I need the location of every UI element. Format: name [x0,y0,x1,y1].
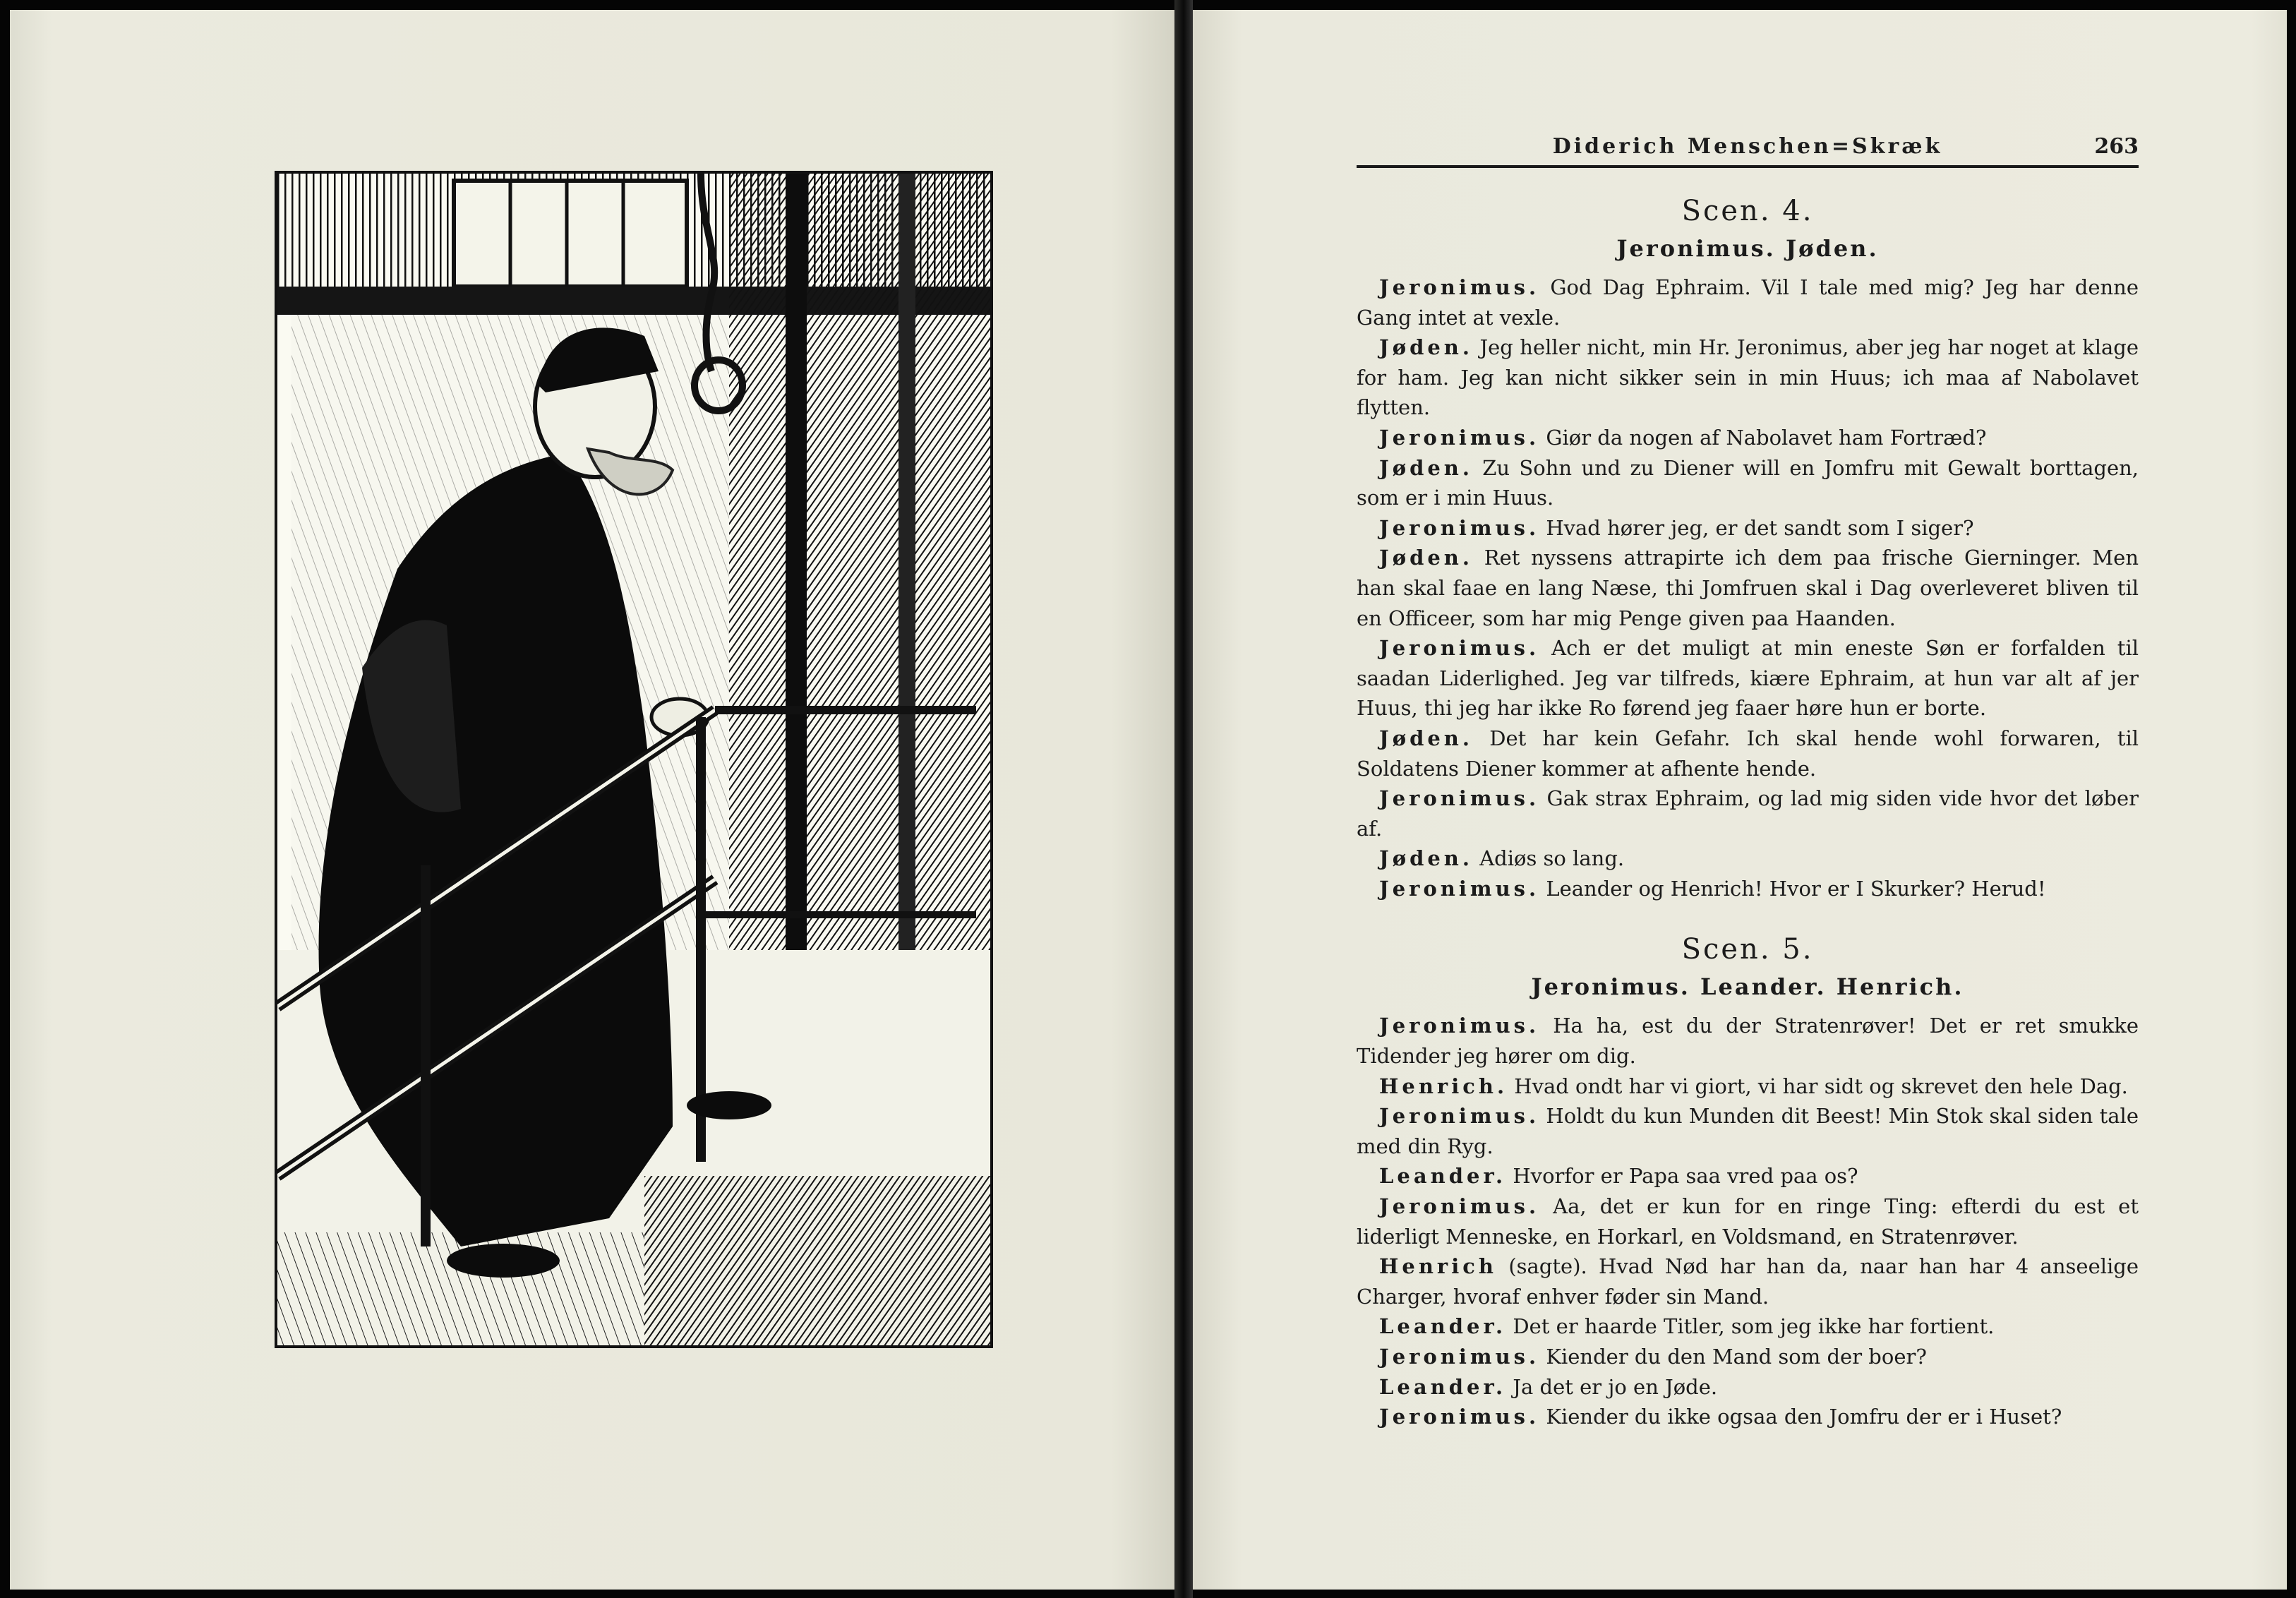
speaker-name: Leander. [1379,1374,1507,1399]
speech-line [1357,633,2139,723]
speech-line [1357,723,2139,783]
speech-line [1357,843,2139,874]
speech-text: Hvad hører jeg, er det sandt som I siger? [1546,515,1974,540]
speech-text: Ach er det muligt at min eneste Søn er forfalden til saadan Liderlighed. Jeg var tilfreds, kiære Ephraim, at hun var alt af jer Huus, thi jeg har ikke Ro førend jeg faaer høre hun er borte. [1357,636,2139,721]
speech-line [1357,1402,2139,1432]
speaker-name: Jeronimus. [1379,425,1540,450]
speech-line [1357,1342,2139,1372]
speech-line [1357,1161,2139,1191]
speaker-name: Jeronimus. [1379,1104,1540,1129]
scene-heading: Scen. 5. [1681,933,1814,966]
running-head [1357,131,2139,168]
speech-line [1357,1071,2139,1102]
speaker-name: Jøden. [1379,846,1473,871]
speaker-name: Jeronimus. [1379,786,1540,811]
speech-text: Ret nyssens attrapirte ich dem paa frische Gierninger. Men han skal faae en lang Næse, thi Jomfruen skal i Dag overleveret bliven til en Officeer, som har mig Penge given paa Haanden. [1357,546,2139,630]
speaker-name: Jeronimus. [1379,1194,1540,1219]
speech-line [1357,1251,2139,1311]
speech-text: Kiender du den Mand som der boer? [1546,1345,1927,1369]
scene-characters: Jeronimus. Jøden. [1616,235,1879,262]
speech-text: Hvorfor er Papa saa vred paa os? [1513,1164,1858,1189]
speech-line [1357,1011,2139,1071]
speech-text: Holdt du kun Munden dit Beest! Min Stok skal siden tale med din Ryg. [1357,1104,2139,1158]
illustration-old-man-at-railing [275,171,993,1348]
speech-text: (sagte). Hvad Nød har han da, naar han har 4 anseelige Charger, hvoraf enhver føder sin Mand. [1357,1254,2139,1309]
speech-text: Ha ha, est du der Stratenrøver! Det er ret smukke Tidender jeg hører om dig. [1357,1014,2139,1069]
speaker-name: Jøden. [1379,726,1473,750]
play-text [1357,186,2139,1432]
speech-text: Aa, det er kun for en ringe Ting: efterdi du est et liderligt Menneske, en Horkarl, en Voldsmand, en Stratenrøver. [1357,1194,2139,1249]
speech-text: Giør da nogen af Nabolavet ham Fortræd? [1546,425,1987,450]
speech-text: Leander og Henrich! Hvor er I Skurker? Herud! [1546,876,2046,901]
speaker-name: Leander. [1379,1314,1507,1339]
speaker-name: Jøden. [1379,455,1473,480]
running-head-title: Diderich Menschen=Skræk [1552,134,1943,159]
speech-line [1357,272,2139,332]
speech-text: Det er haarde Titler, som jeg ikke har fortient. [1513,1314,1995,1339]
speech-text: Hvad ondt har vi giort, vi har sidt og skrevet den hele Dag. [1514,1074,2128,1098]
speech-text: Jeg heller nicht, min Hr. Jeronimus, aber jeg har noget at klage for ham. Jeg kan nicht sikker sein in min Huus; ich maa af Nabolavet flytten. [1357,335,2139,420]
speaker-name: Jeronimus. [1379,1014,1540,1038]
speaker-name: Jøden. [1379,335,1473,360]
speech-text: Zu Sohn und zu Diener will en Jomfru mit Gewalt borttagen, som er i min Huus. [1357,455,2139,510]
speaker-name: Jeronimus. [1379,515,1540,540]
speech-line [1357,783,2139,843]
speech-line [1357,332,2139,423]
speaker-name: Jeronimus. [1379,1345,1540,1369]
engraving-image [277,174,990,1345]
speech-text: God Dag Ephraim. Vil I tale med mig? Jeg har denne Gang intet at vexle. [1357,275,2139,330]
speech-text: Det har kein Gefahr. Ich skal hende wohl forwaren, til Soldatens Diener kommer at afhente hende. [1357,726,2139,781]
speech-line [1357,874,2139,904]
speech-line [1357,453,2139,513]
speaker-name: Henrich. [1379,1074,1508,1098]
speaker-name: Jeronimus. [1379,1405,1540,1429]
speaker-name: Jøden. [1379,546,1473,570]
speech-text: Ja det er jo en Jøde. [1513,1374,1718,1399]
scene-characters: Jeronimus. Leander. Henrich. [1531,973,1964,1001]
speech-text: Kiender du ikke ogsaa den Jomfru der er i Huset? [1546,1405,2062,1429]
scene-4 [1357,193,2139,903]
speech-line [1357,1101,2139,1161]
speech-line [1357,1311,2139,1342]
scene-speeches [1357,1011,2139,1431]
speech-line [1357,513,2139,543]
speaker-name: Henrich [1379,1254,1497,1279]
speech-line [1357,1372,2139,1402]
speech-text: Adiøs so lang. [1479,846,1625,871]
speech-line [1357,543,2139,633]
speaker-name: Jeronimus. [1379,275,1540,299]
speaker-name: Jeronimus. [1379,636,1540,661]
speech-line [1357,1191,2139,1251]
page-number: 263 [2094,134,2139,159]
speech-text: Gak strax Ephraim, og lad mig siden vide hvor det løber af. [1357,786,2139,841]
left-page [10,10,1174,1590]
scene-5 [1357,932,2139,1431]
speaker-name: Jeronimus. [1379,876,1540,901]
book-gutter [1174,0,1193,1598]
speech-line [1357,423,2139,453]
right-page [1193,10,2287,1590]
scene-speeches [1357,272,2139,903]
scene-heading: Scen. 4. [1681,195,1814,227]
speaker-name: Leander. [1379,1164,1507,1189]
